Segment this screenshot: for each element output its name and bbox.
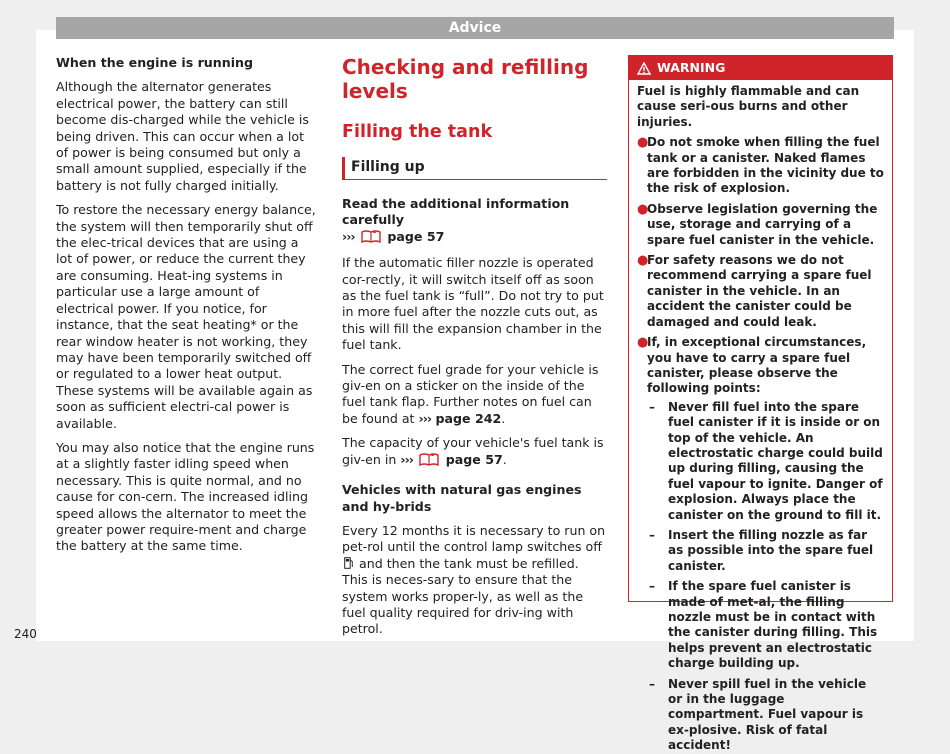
paragraph: Although the alternator generates electrical power, the battery can still become dis-charged while the vehicle is being driven. This can occur when a lot of power is being consumed but only a small amount supplied, especially if the battery is not fully charged initially. — [56, 79, 309, 193]
dash-glyph: – — [649, 399, 655, 414]
bullet-dot: ● — [637, 201, 649, 217]
sub-item-text: If the spare fuel canister is made of met-al, the filling nozzle must be in contact with the canister during filling. This helps prevent an electrostatic charge building up. — [668, 579, 878, 671]
warning-body — [629, 80, 892, 754]
fuel-pump-icon — [344, 557, 353, 569]
paragraph: The correct fuel grade for your vehicle is giv-en on a sticker on the inside of the fuel tank flap. Further notes on fuel can be found at ››› page 242. — [342, 361, 599, 426]
warning-sub-item — [649, 528, 884, 574]
paragraph-text: The correct fuel grade for your vehicle is giv-en on a sticker on the inside of the fuel tank flap. Further notes on fuel can be found at — [342, 361, 599, 426]
bullet-dot: ● — [637, 335, 649, 351]
arrow-glyph: ››› — [418, 410, 432, 426]
page-number-ref: page 57 — [445, 451, 503, 467]
engine-running-heading: When the engine is running — [56, 55, 253, 70]
book-icon — [361, 230, 381, 247]
subsection-title: Filling up — [342, 157, 607, 180]
paragraph-text: Every 12 months it is necessary to run on pet-rol until the control lamp switches off — [342, 522, 606, 555]
sub-item-text: Insert the filling nozzle as far as possible into the spare fuel canister. — [668, 527, 874, 573]
warning-title: WARNING — [657, 60, 726, 75]
paragraph-text: and then the tank must be refilled. This is neces-sary to ensure that the system works proper-ly, as well as the fuel quality required for driv-ing with petrol. — [342, 555, 584, 637]
left-column — [56, 55, 318, 563]
dash-glyph: – — [649, 579, 655, 594]
page-number: 240 — [14, 627, 37, 641]
warning-bullet — [637, 335, 884, 397]
section-header: Advice — [56, 17, 894, 39]
page-number-ref: page 242 — [435, 410, 502, 426]
bullet-dot: ● — [637, 135, 649, 151]
middle-column — [342, 55, 607, 646]
page-reference-link[interactable] — [342, 229, 607, 247]
dash-glyph: – — [649, 676, 655, 691]
natural-gas-heading: Vehicles with natural gas engines and hy-brids — [342, 482, 582, 514]
bullet-dot: ● — [637, 253, 649, 269]
book-icon — [419, 453, 439, 470]
dash-glyph: – — [649, 527, 655, 542]
paragraph: If the automatic filler nozzle is operated cor-rectly, it will switch itself off as soon as the fuel tank is “full”. Do not try to put in more fuel after the nozzle cuts out, as this will fill the expansion chamber in the fuel tank. — [342, 255, 604, 353]
arrow-glyph: ››› — [342, 228, 355, 244]
warning-sub-item — [649, 400, 884, 523]
warning-sub-item — [649, 677, 884, 754]
paragraph-text: The capacity of your vehicle's fuel tank is giv-en in — [342, 435, 604, 467]
paragraph: You may also notice that the engine runs at a slightly faster idling speed when necessary. This is quite normal, and no cause for con-cern. The increased idling speed allows the alternator to meet the greater power require-ment and charge the battery at the same time. — [56, 439, 315, 554]
section-title: Filling the tank — [342, 122, 493, 142]
warning-box — [628, 55, 893, 753]
bullet-text: If, in exceptional circumstances, you have to carry a spare fuel canister, please observe the following points: — [647, 335, 867, 396]
sub-item-text: Never spill fuel in the vehicle or in the luggage compartment. Fuel vapour is ex-plosive. Risk of fatal accident! — [668, 676, 867, 753]
warning-intro: Fuel is highly flammable and can cause seri-ous burns and other injuries. — [637, 84, 860, 129]
arrow-glyph: ››› — [400, 451, 413, 467]
warning-bullet — [637, 135, 884, 197]
sub-item-text: Never fill fuel into the spare fuel canister if it is inside or on top of the vehicle. An electrostatic charge could build up during filling, causing the fuel vapour to ignite. Danger of explosion. Always place the canister on the ground to fill it. — [668, 399, 883, 522]
bullet-text: For safety reasons we do not recommend carrying a spare fuel canister in the vehicle. In an accident the canister could be damaged and could leak. — [647, 253, 872, 329]
bullet-text: Observe legislation governing the use, storage and carrying of a spare fuel canister in the vehicle. — [647, 201, 878, 247]
paragraph: The capacity of your vehicle's fuel tank is giv-en in ››› page 57. — [342, 435, 607, 470]
warning-sub-list — [649, 400, 884, 754]
bullet-text: Do not smoke when filling the fuel tank or a canister. Naked flames are forbidden in the vicinity due to the risk of explosion. — [647, 135, 884, 196]
page-reference-link[interactable] — [400, 452, 502, 467]
warning-header — [629, 56, 892, 80]
warning-bullet — [637, 253, 884, 330]
page-reference-link[interactable] — [419, 411, 502, 426]
read-info-heading: Read the additional information carefully — [342, 196, 570, 228]
paragraph — [342, 523, 607, 638]
page-number-ref: page 57 — [387, 228, 445, 244]
warning-bullet — [637, 202, 884, 248]
warning-sub-item — [649, 579, 884, 671]
paragraph: To restore the necessary energy balance, the system will then temporarily shut off the elec-trical devices that are using a lot of power, or reduce the current they are consuming. Heat-ing systems in particular use a large amount of electrical power. If you notice, for instance, that the seat heating* or the rear window heater is not working, they may have been temporarily switched off or regulated to a lower heat output. These systems will be available again as soon as sufficient electri-cal power is available. — [56, 202, 316, 431]
warning-triangle-icon — [637, 60, 657, 75]
chapter-title: Checking and refilling levels — [342, 55, 589, 103]
